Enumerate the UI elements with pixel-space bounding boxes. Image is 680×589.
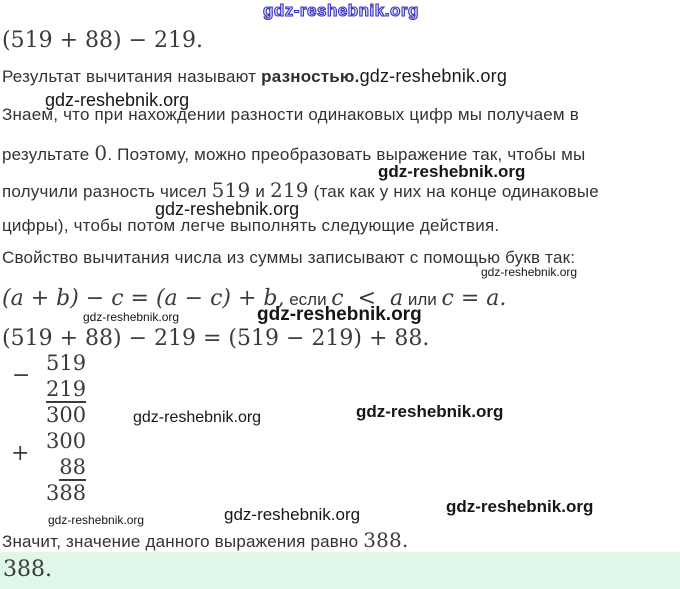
- column-arithmetic: [46, 351, 86, 507]
- formula-if-label: если: [284, 290, 332, 309]
- explanation-line-1: Знаем, что при нахождении разности одинаковых цифр мы получаем в: [2, 105, 579, 124]
- watermark: gdz-reshebnik.org: [481, 265, 578, 279]
- watermark: gdz-reshebnik.org: [48, 513, 145, 527]
- definition-line: [2, 66, 507, 87]
- watermark: gdz-reshebnik.org: [356, 402, 504, 421]
- number-219: 219: [269, 178, 309, 202]
- formula-condition-1: c < a: [331, 286, 404, 311]
- explanation-line-3: получили разность чисел 519 и 219 (так как у них на конце одинаковые: [2, 178, 599, 202]
- subtraction-property-formula: [2, 286, 506, 311]
- addition-row-result: 388: [46, 481, 87, 505]
- explanation-line-4: цифры), чтобы потом легче выполнять следующие действия.: [2, 216, 500, 235]
- watermark: gdz-reshebnik.org: [83, 310, 180, 324]
- minus-sign: −: [12, 363, 31, 388]
- problem-expression: (519 + 88) − 219.: [2, 28, 203, 53]
- subtraction-row-result: 300: [46, 403, 87, 427]
- conclusion-value: 388.: [363, 528, 409, 552]
- watermark-inline: gdz-reshebnik.org: [359, 66, 508, 86]
- transformed-equation: (519 + 88) − 219 = (519 − 219) + 88.: [2, 326, 430, 351]
- property-intro: Свойство вычитания числа из суммы записывают с помощью букв так:: [2, 248, 576, 267]
- watermark: gdz-reshebnik.org: [378, 162, 526, 181]
- formula-condition-2: c = a.: [441, 286, 507, 311]
- subtraction-row-minuend: 519: [46, 351, 87, 375]
- plus-sign: +: [11, 441, 30, 466]
- definition-text: Результат вычитания называют: [2, 67, 262, 86]
- answer-box: [0, 552, 680, 589]
- watermark: gdz-reshebnik.org: [446, 497, 594, 516]
- subtraction-row-subtrahend: 219: [46, 377, 87, 401]
- watermark: gdz-reshebnik.org: [257, 304, 422, 325]
- watermark-top: gdz-reshebnik.org: [263, 1, 419, 20]
- formula-math: (a + b) − c = (a − c) + b,: [2, 286, 285, 311]
- addition-row-addend-2: 88: [59, 455, 86, 479]
- watermark: gdz-reshebnik.org: [45, 90, 190, 110]
- number-zero: 0: [94, 141, 108, 165]
- watermark: gdz-reshebnik.org: [224, 505, 361, 524]
- formula-or-label: или: [403, 290, 442, 309]
- addition-row-addend-1: 300: [46, 429, 87, 453]
- watermark: gdz-reshebnik.org: [155, 199, 300, 219]
- conclusion-line: Значит, значение данного выражения равно 388.: [2, 528, 409, 552]
- definition-term: разностью.: [261, 67, 360, 86]
- watermark: gdz-reshebnik.org: [133, 409, 262, 426]
- explanation-line-2: результате 0. Поэтому, можно преобразовать выражение так, чтобы мы: [2, 141, 586, 165]
- answer-value: 388.: [3, 557, 52, 582]
- number-519: 519: [211, 178, 251, 202]
